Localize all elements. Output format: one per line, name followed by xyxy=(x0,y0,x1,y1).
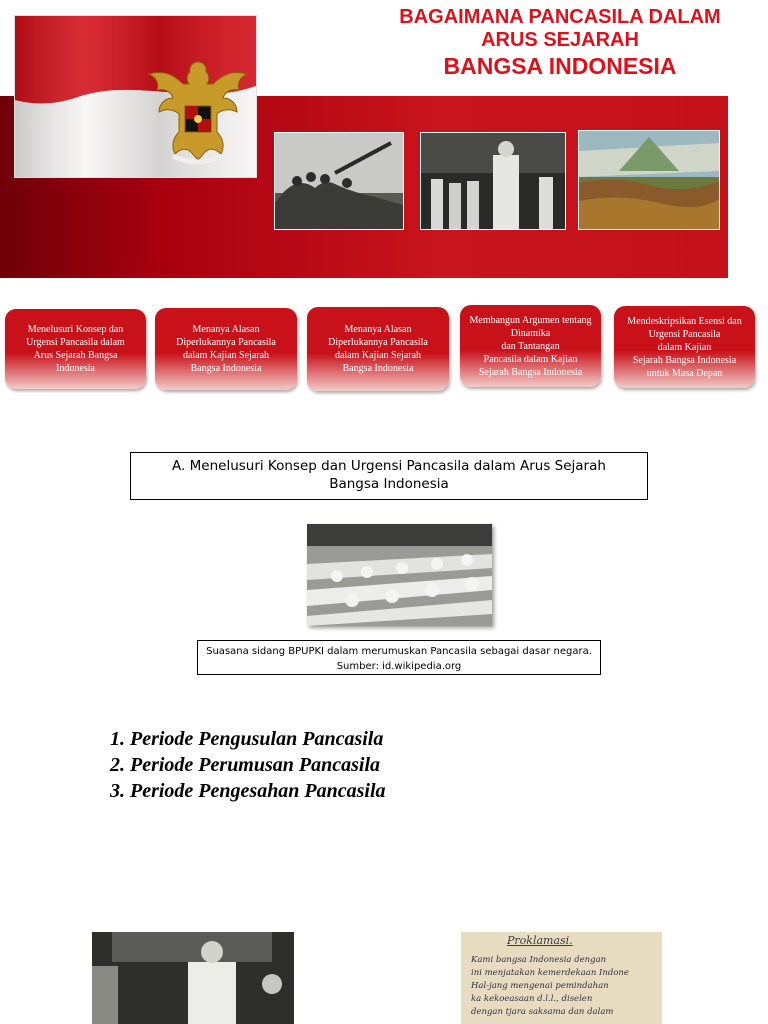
manuscript-line: Kami bangsa Indonesia dengan xyxy=(471,955,607,965)
title-line-2: ARUS SEJARAH xyxy=(481,29,639,52)
indonesian-flag-image xyxy=(15,16,256,177)
tab-label: Membangun Argumen tentang Dinamika dan Tantangan Pancasila dalam Kajian Sejarah Bangsa Indonesia xyxy=(469,314,592,378)
section-heading-line-1: A. Menelusuri Konsep dan Urgensi Pancasila dalam Arus Sejarah xyxy=(172,458,606,474)
photo-crowd-building xyxy=(578,130,720,230)
manuscript-text xyxy=(471,954,661,1019)
manuscript-title: Proklamasi. xyxy=(507,934,573,947)
section-heading xyxy=(130,452,648,500)
section-heading-line-2: Bangsa Indonesia xyxy=(329,476,449,492)
tab-label: Menelusuri Konsep dan Urgensi Pancasila dalam Arus Sejarah Bangsa Indonesia xyxy=(26,324,125,374)
period-item: 2. Periode Perumusan Pancasila xyxy=(110,754,381,776)
tab-menelusuri-konsep[interactable] xyxy=(5,309,146,389)
period-item: 3. Periode Pengesahan Pancasila xyxy=(110,780,386,802)
tab-label: Mendeskripsikan Esensi dan Urgensi Pancasila dalam Kajian Sejarah Bangsa Indonesia untuk Masa Depan xyxy=(627,315,742,379)
title-line-3: BANGSA INDONESIA xyxy=(443,52,677,79)
subtopic-tabs xyxy=(0,304,768,394)
manuscript-line: ka kekoeasaan d.l.l., diselen xyxy=(471,994,593,1004)
tab-menanya-alasan-1[interactable] xyxy=(155,308,297,390)
photo-soldiers-artillery xyxy=(274,132,404,230)
tab-menanya-alasan-2[interactable] xyxy=(307,307,449,391)
manuscript-line: Hal-jang mengenai pemindahan xyxy=(471,981,609,991)
tab-label: Menanya Alasan Diperlukannya Pancasila dalam Kajian Sejarah Bangsa Indonesia xyxy=(328,324,428,374)
tab-mendeskripsikan-esensi[interactable] xyxy=(614,306,755,388)
manuscript-line: ini menjatakan kemerdekaan Indone xyxy=(471,968,629,978)
period-item: 1. Periode Pengusulan Pancasila xyxy=(110,728,384,750)
garuda-pancasila-emblem xyxy=(143,54,253,172)
title-line-1: BAGAIMANA PANCASILA DALAM xyxy=(399,6,721,28)
photo-bpupki-session xyxy=(307,524,492,626)
caption-line-1: Suasana sidang BPUPKI dalam merumuskan Pancasila sebagai dasar negara. xyxy=(206,646,592,657)
manuscript-line: dengan tjara saksama dan dalam xyxy=(471,1007,614,1017)
tab-membangun-argumen[interactable] xyxy=(460,305,601,387)
photo-caption xyxy=(197,640,601,675)
photo-proklamasi-manuscript xyxy=(461,932,662,1024)
photo-soekarno-speech xyxy=(92,932,294,1024)
tab-label: Menanya Alasan Diperlukannya Pancasila dalam Kajian Sejarah Bangsa Indonesia xyxy=(176,324,276,374)
photo-proclamation-reading xyxy=(420,132,566,230)
period-list xyxy=(110,726,386,804)
page-title xyxy=(360,6,760,80)
caption-source: Sumber: id.wikipedia.org xyxy=(336,661,462,672)
